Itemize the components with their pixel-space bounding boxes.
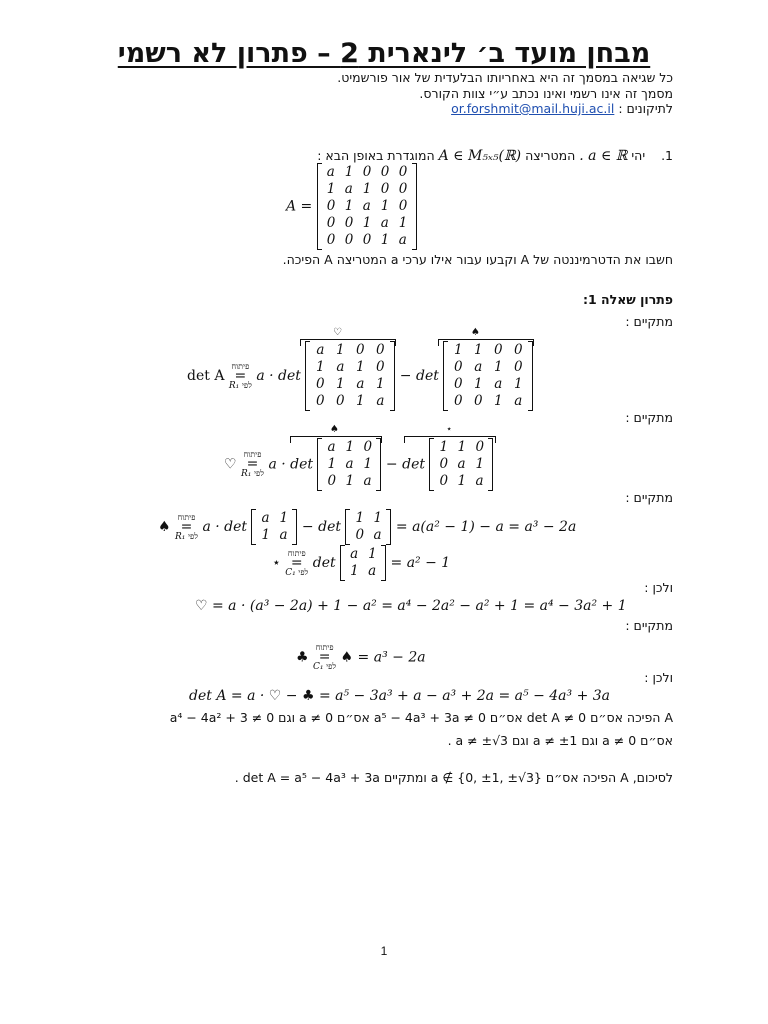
brace-heart-symbol: ♡ [333, 327, 342, 338]
matrix-cell: a [345, 456, 354, 472]
matrix-cell: 0 [454, 393, 463, 409]
matrix-cell: 1 [344, 164, 354, 180]
step3-lhs: ♠ [158, 519, 171, 535]
matrix-A-definition [286, 164, 417, 249]
step2-minus: − det [385, 456, 425, 473]
step4-equation [272, 546, 450, 580]
step3-expand-marker: פיתוח = R₁ לפי [175, 512, 198, 542]
matrix-cell: 0 [326, 198, 336, 214]
matrix-cell: a [376, 393, 385, 409]
intro-math: a ∈ ℝ . [579, 148, 628, 164]
page-title: מבחן מועד ב׳ לינארית 2 – פתרון לא רשמי [117, 38, 651, 69]
intro-text-2: המטריצה [525, 148, 576, 163]
matrix-cell: 0 [344, 232, 354, 248]
matrix-cell: 0 [344, 215, 354, 231]
matrix-cell: 0 [439, 456, 449, 472]
matrix-cell: 1 [344, 198, 354, 214]
disclaimer-line-2: מסמך זה אינו רשמי ואינו נכתב ע״י צוות הקורס. [419, 86, 673, 101]
matrix-cell: 1 [350, 563, 359, 579]
holds-label-4: מתקיים : [625, 618, 673, 633]
step3-matrix-1 [251, 510, 297, 544]
matrix-cell: 0 [362, 164, 372, 180]
matrix-cell: a [494, 376, 503, 392]
matrix-cell: 0 [376, 359, 385, 375]
step3-matrix-2 [345, 510, 391, 544]
step2-equation [224, 439, 493, 490]
intro-text-3: המוגדרת באופן הבא : [317, 148, 435, 163]
intro-text: יהי [631, 148, 646, 163]
step4-expand-marker: פיתוח = C₁ לפי [285, 548, 309, 578]
therefore-label-1: ולכן : [644, 580, 673, 595]
brace-spade-2-symbol: ♠ [330, 424, 339, 435]
step1-matrix-1 [305, 342, 395, 410]
question-intro [317, 148, 673, 164]
expand-word: פיתוח [315, 643, 334, 652]
step4-matrix [340, 546, 386, 580]
expand-word: פיתוח [287, 548, 306, 558]
matrix-cell: 1 [261, 527, 271, 543]
matrix-cell: a [475, 473, 484, 489]
matrix-cell: 1 [316, 359, 325, 375]
matrix-cell: a [373, 527, 382, 543]
heart-equation: ♡ = a · (a³ − 2a) + 1 − a² = a⁴ − 2a² − a² + 1 = a⁴ − 3a² + 1 [195, 598, 627, 614]
matrix-cell: 0 [494, 342, 503, 358]
matrix-cell: 1 [345, 473, 355, 489]
matrix-cell: 0 [454, 359, 463, 375]
matrix-cell: 1 [336, 342, 345, 358]
matrix-cell: a [474, 359, 483, 375]
matrix-cell: a [356, 376, 365, 392]
holds-label-2: מתקיים : [625, 410, 673, 425]
brace-spade [438, 339, 534, 348]
matrix-cell: 0 [398, 164, 408, 180]
det-equation: det A = a · ♡ − ♣ = a⁵ − 3a³ + a − a³ + 2a = a⁵ − 4a³ + 3a [189, 688, 611, 704]
holds-label-3: מתקיים : [625, 490, 673, 505]
question-task: חשבו את הדטרמיננטה של A וקבעו עבור אילו ערכי a המטריצה A הפיכה. [282, 252, 673, 267]
matrix-cell: 1 [439, 439, 449, 455]
matrix-cell: 0 [356, 342, 365, 358]
matrix-cell: 1 [454, 342, 463, 358]
matrix-label: A = [286, 198, 313, 215]
matrix-cell: 0 [398, 181, 408, 197]
step5-expand-marker: פיתוח = C₁ לפי [313, 643, 337, 672]
matrix-cell: 1 [475, 456, 485, 472]
matrix-cell: a [344, 181, 353, 197]
step1-mid: a · det [256, 368, 301, 384]
matrix-cell: a [368, 563, 377, 579]
matrix-cell: 1 [457, 473, 467, 489]
step4-rhs: = a² − 1 [390, 555, 451, 571]
brace-star-symbol: ⋆ [446, 424, 453, 435]
step5-equation [296, 643, 426, 672]
step1-expand-marker: פיתוח = R₁ לפי [228, 361, 252, 391]
matrix-cell: 1 [457, 439, 467, 455]
by-word: לפי [326, 662, 337, 671]
brace-spade-2 [290, 436, 382, 445]
by-word: לפי [187, 531, 198, 541]
matrix-cell: a [336, 359, 345, 375]
matrix-cell: a [362, 198, 371, 214]
by-word: לפי [253, 469, 264, 478]
matrix-cell: a [326, 164, 335, 180]
step1-matrix-2 [443, 342, 533, 410]
matrix-cell: a [457, 456, 466, 472]
matrix-cell: 0 [363, 439, 373, 455]
matrix-cell: 1 [336, 376, 345, 392]
step3-mid: a · det [202, 519, 248, 535]
matrix-cell: 1 [380, 198, 390, 214]
matrix-cell: 1 [474, 376, 483, 392]
expand-word: פיתוח [243, 450, 262, 459]
matrix-cell: 1 [494, 393, 503, 409]
step2-mid: a · det [268, 456, 314, 473]
matrix-cell: 0 [376, 342, 385, 358]
invertibility-line-1: A הפיכה אס״ם det A ≠ 0 אס״ם a⁵ − 4a³ + 3a ≠ 0 אס״ם a ≠ 0 וגם a⁴ − 4a² + 3 ≠ 0 [169, 710, 673, 725]
question-number: 1. [661, 148, 673, 163]
step3-equation [158, 510, 576, 544]
holds-label-1: מתקיים : [625, 314, 673, 329]
matrix-cell: 1 [327, 456, 337, 472]
matrix-cell: 1 [494, 359, 503, 375]
matrix-cell: 0 [454, 376, 463, 392]
matrix-cell: 1 [368, 546, 377, 562]
step3-sub: R₁ [175, 531, 186, 542]
step2-sub: R₁ [241, 469, 252, 479]
summary-line: לסיכום, A הפיכה אס״ם a ∉ {0, ±1, ±√3} ומתקיים det A = a⁵ − 4a³ + 3a . [234, 770, 673, 785]
matrix-cell: 0 [439, 473, 449, 489]
matrix-cell: 1 [514, 376, 523, 392]
matrix-cell: 1 [279, 510, 289, 526]
invertibility-line-2: אס״ם a ≠ 0 וגם a ≠ ±1 וגם a ≠ ±√3 . [447, 733, 673, 748]
email-link[interactable]: or.forshmit@mail.huji.ac.il [451, 101, 615, 116]
expand-word: פיתוח [177, 512, 196, 522]
by-word: לפי [241, 380, 252, 390]
matrix-cell: 1 [362, 215, 372, 231]
matrix-cell: 1 [474, 342, 483, 358]
matrix-cell: 0 [362, 232, 372, 248]
step5-rhs: ♠ = a³ − 2a [340, 649, 426, 666]
page-number: 1 [380, 944, 388, 958]
step2-matrix-2 [429, 439, 493, 490]
matrix-cell: 0 [316, 376, 325, 392]
by-word: לפי [298, 567, 309, 577]
matrix-cell: 0 [355, 527, 365, 543]
matrix-cell: 0 [336, 393, 345, 409]
matrix-cell: 1 [356, 393, 365, 409]
matrix-cell: 0 [327, 473, 337, 489]
step4-mid: det [312, 555, 336, 571]
matrix-cell: 1 [362, 181, 372, 197]
expand-word: פיתוח [231, 361, 250, 371]
matrix-cell: 0 [514, 342, 523, 358]
matrix-cell: 0 [326, 232, 336, 248]
step3-rhs: = a(a² − 1) − a = a³ − 2a [395, 519, 577, 535]
matrix-cell: 1 [376, 376, 385, 392]
matrix-cell: 1 [373, 510, 383, 526]
matrix-cell: a [279, 527, 288, 543]
matrix-cell: a [380, 215, 389, 231]
matrix-cell: a [350, 546, 359, 562]
brace-spade-symbol: ♠ [471, 327, 480, 338]
matrix-cell: 1 [326, 181, 336, 197]
therefore-label-2: ולכן : [644, 670, 673, 685]
matrix-cell: 1 [398, 215, 408, 231]
matrix-cell: a [327, 439, 336, 455]
matrix-cell: 1 [356, 359, 365, 375]
step1-equation [187, 342, 533, 410]
brace-star [404, 436, 496, 445]
matrix-cell: 0 [475, 439, 485, 455]
disclaimer-line-1: כל שגיאה במסמך זה היא באחריותו הבלעדית של אור פורשמיט. [337, 70, 673, 85]
matrix-cell: 0 [326, 215, 336, 231]
matrix-cell: 1 [363, 456, 373, 472]
step4-lhs: ⋆ [272, 555, 281, 571]
corrections-label: לתיקונים : [618, 101, 673, 116]
matrix-cell: 0 [380, 164, 390, 180]
matrix-cell: 0 [474, 393, 483, 409]
matrix-cell: 0 [398, 198, 408, 214]
step1-lhs: det A [187, 368, 225, 384]
step1-minus: − det [399, 368, 439, 384]
matrix-cell: a [398, 232, 407, 248]
step1-sub: R₁ [228, 380, 240, 391]
step3-minus: − det [301, 519, 341, 535]
matrix-cell: 0 [380, 181, 390, 197]
matrix-cell: a [261, 510, 270, 526]
solution-heading: פתרון שאלה 1: [582, 292, 673, 307]
step4-sub: C₁ [285, 567, 296, 578]
step2-expand-marker: פיתוח = R₁ לפי [241, 450, 264, 479]
corrections-line [451, 101, 673, 116]
matrix-cell: a [514, 393, 523, 409]
matrix-A [317, 164, 417, 249]
step5-sub: C₁ [313, 662, 324, 672]
matrix-cell: 0 [316, 393, 325, 409]
step2-matrix-1 [317, 439, 381, 490]
matrix-cell: a [363, 473, 372, 489]
intro-math-2: A ∈ M₅ₓ₅(ℝ) [438, 148, 522, 164]
matrix-cell: 1 [355, 510, 365, 526]
matrix-cell: 0 [514, 359, 523, 375]
matrix-cell: 1 [345, 439, 355, 455]
step5-lhs: ♣ [296, 649, 309, 666]
brace-heart [300, 339, 396, 348]
step2-lhs: ♡ [224, 456, 237, 473]
matrix-cell: a [316, 342, 325, 358]
matrix-cell: 1 [380, 232, 390, 248]
